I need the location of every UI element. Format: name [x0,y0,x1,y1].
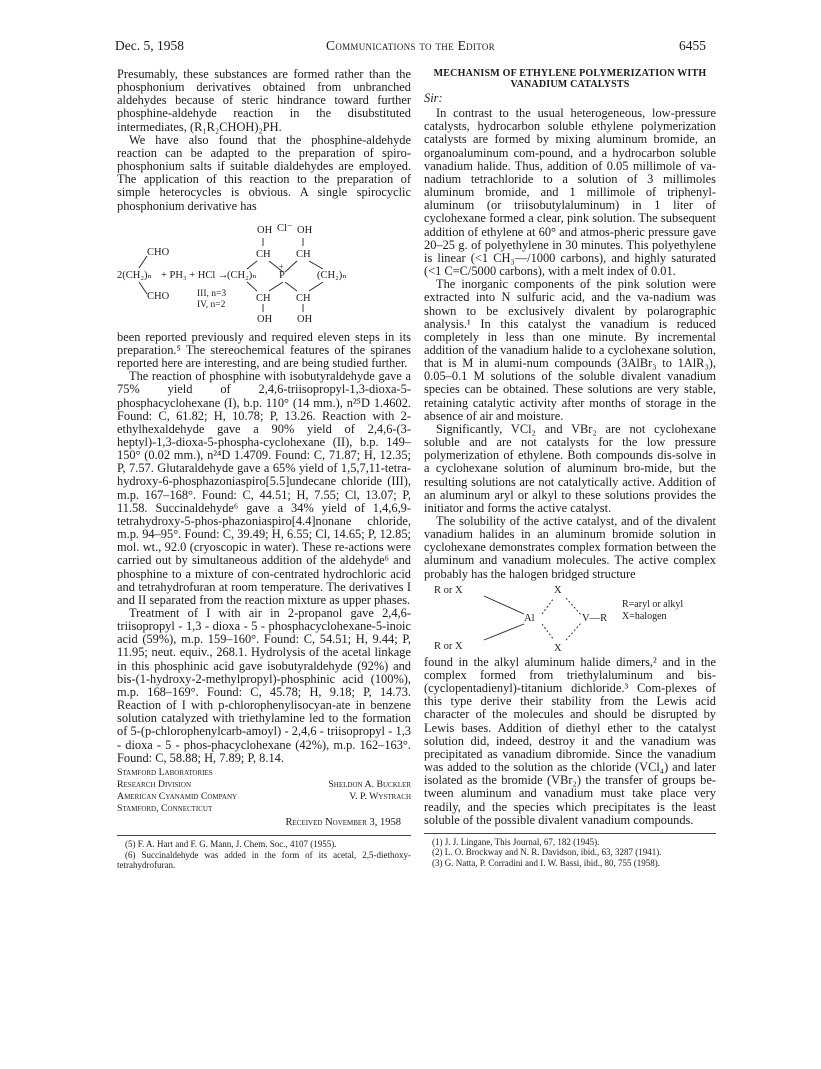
paragraph: We have also found that the phosphine-aldehyde reaction can be adapted to the preparation of spiro-phosphonium salts if suitable dialdehydes are employed. The application of this reaction to the preparation of simple heterocycles is obvious. A single spirocyclic phosphonium derivative has [117,132,411,213]
structure-substituent: R or X [434,584,463,596]
footnote: (2) L. O. Brockway and N. R. Davidson, ibid., 63, 3287 (1941). [432,847,662,858]
scheme-oh: OH [257,313,273,325]
structure-bridge-halogen: X [554,642,562,654]
scheme-reagents: + PH₃ + HCl → [161,269,229,281]
structure-bonds [424,584,716,654]
structure-substituent: R or X [434,640,463,652]
footnote: (5) F. A. Hart and F. G. Mann, J. Chem. Soc., 4107 (1955). [125,839,337,850]
scheme-label: III, n=3 [197,288,227,299]
footnote-rule [117,835,411,836]
scheme-ring-right: (CH₂)ₙ [317,269,347,281]
scheme-oh: OH [257,224,273,236]
footnote: (6) Succinaldehyde was added in the form of its acetal, 2,5-diethoxy-tetrahydrofuran. [117,849,411,871]
scheme-cho: CHO [147,246,170,258]
structure-vanadium: V—R [582,612,608,624]
paragraph: The solubility of the active catalyst, and of the divalent vanadium halides in an aluminum bromide solution in cyclohexane demonstrates complex formation between the aluminum and vanadium molecules. The active complex probably has the halogen bridged structure [424,514,716,581]
structure-bridge-halogen: X [554,584,562,596]
footnote-rule [424,833,716,834]
footnote: (1) J. J. Lingane, This Journal, 67, 182 (1945). [432,836,600,847]
scheme-ring-left: (CH₂)ₙ [227,269,257,281]
author-affiliation [117,767,411,815]
paragraph: found in the alkyl aluminum halide dimers,² and in the complex formed from triethylaluminum and bis-(cyclopentadienyl)-titanium dichloride.³ Com-plexes of this type derive their stability from the Lewis acid character of the molecules and should be disrupted by Lewis bases. Addition of diethyl ether to the catalyst solution did, indeed, destroy it and the vanadium was precipitated as vanadium dibromide. Since the vanadium was added to the solution as the chloride (VCl₄) and later isolated as the bromide (VBr₂) the transfer of groups be-tween aluminum and vanadium must take place very readily, and the species which precipitates is the least soluble of the possible divalent vanadium compounds. [424,654,716,827]
paragraph: Treatment of I with air in 2-propanol gave 2,4,6-triisopropyl - 1,3 - dioxa - 5 - phosphacyclohexane-5-inoic acid (59%), m.p. 159–160°. Found: C, 54.51; H, 9.44; P, 11.95; neut. equiv., 268.1. Hydrolysis of the acetal linkage in this phosphinic acid gave isobutyraldehyde (92%) and bis-(1-hydroxy-2-methylpropyl)-phosphinic acid (100%), m.p. 168–169°. Found: C, 45.78; H, 9.18; P, 14.73. Reaction of I with p-chlorophenylisocyan-ate in benzene solution catalyzed with triethylamine led to the formation of 5-(p-chlorophenylcarb-amoyl) - 2,4,6 - triisopropyl - 1,3 - dioxa - 5 - phos-phacyclohexane (42%), m.p. 162–163°. Found: C, 58.88; H, 7.89; P, 8.14. [117,606,411,765]
article-title: MECHANISM OF ETHYLENE POLYMERIZATION WITH VANADIUM CATALYSTS [433,68,707,90]
paragraph: Significantly, VCl₂ and VBr₂ are not cyclohexane soluble and are not catalysts for the low pressure polymerization of ethylene. Both compounds dis-solve in a cyclohexane solution of aluminum bro-mide, but the resulting solutions are not catalytically active. Addition of an aluminum aryl or alkyl to these solutions provides the initiator and forms the active catalyst. [424,421,716,515]
paragraph: In contrast to the usual heterogeneous, low-pressure catalysts, hydrocarbon soluble ethylene polymerization catalysts are formed by mixing aluminum bromide, an organoaluminum com-pound, and a hydrocarbon soluble vanadium halide. Thus, addition of 0.05 millimole of va-nadium tetrachloride to a solution of 3 millimoles aluminum bromide, and 1 millimole of triphenyl-aluminum (or triisobutylaluminum) in 1 liter of cyclohexane formed a clear, pink solution. The subsequent addition of ethylene at 60° and atmos-pheric pressure gave 20–25 g. of polyethylene in 30 minutes. This polyethylene is linear (<1 CH₃—/1000 carbons), and highly saturated (<1 C=C/5000 carbons), with a melt index of 0.01. [424,106,716,279]
paragraph: The inorganic components of the pink solution were extracted into N sulfuric acid, and the va-nadium was shown to be exclusively divalent by polarographic analysis.¹ In this catalyst the vanadium is reduced completely in less than one minute. By incremental addition of the vanadium halide to a cyclohexane solution, that is M in alumi-num compounds (3AlBr₃ to 1AlR₃), 0.05–0.1 M solutions of the soluble divalent vanadium species can be obtained. These solutions are very stable, retaining catalytic activity after months of storage in the absence of air and moisture. [424,277,716,423]
structure-legend: X=halogen [622,610,667,622]
scheme-chloride: Cl⁻ [277,222,293,234]
scheme-reactant: 2(CH₂)ₙ [117,269,153,281]
salutation: Sir: [424,91,443,105]
footnotes [424,837,716,869]
structure-aluminum: Al [524,612,535,624]
affiliation-division: Research Division [117,778,192,790]
scheme-ch: CH [296,292,311,304]
structure-legend: R=aryl or alkyl [622,598,684,610]
bridged-structure [424,584,716,654]
reaction-scheme [117,216,411,328]
page-header [115,38,706,56]
scheme-oh: OH [297,224,313,236]
left-column [117,68,411,871]
header-page-number: 6455 [679,38,706,53]
footnote: (3) G. Natta, P. Corradini and I. W. Bassi, ibid., 80, 755 (1958). [432,857,660,868]
scheme-ch: CH [256,248,271,260]
right-column [424,68,716,868]
scheme-oh: OH [297,313,313,325]
footnotes [117,839,411,871]
paragraph: Presumably, these substances are formed rather than the phosphonium derivatives obtained from unbranched aldehydes because of steric hindrance toward further phosphine-aldehyde reaction in the disubstituted intermediates, (R₁R₂CHOH)₂PH. [117,67,411,134]
scheme-ch: CH [296,248,311,260]
affiliation-company: American Cyanamid Company [117,790,238,802]
scheme-plus: + [279,261,284,271]
scheme-phosphorus: P [279,269,285,281]
author-name: Sheldon A. Buckler [328,778,411,790]
header-date: Dec. 5, 1958 [115,38,184,53]
scheme-cho: CHO [147,290,170,302]
paragraph: been reported previously and required eleven steps in its preparation.⁵ The stereochemical features of the spiranes reported here are interesting, and are being studied further. [117,329,411,371]
received-date: Received November 3, 1958 [285,816,401,828]
scheme-label: IV, n=2 [197,299,226,310]
author-name: V. P. Wystrach [349,790,411,802]
scheme-ch: CH [256,292,271,304]
header-journal: Communications to the Editor [326,38,495,53]
affiliation-lab: Stamford Laboratories [117,766,213,778]
affiliation-city: Stamford, Connecticut [117,802,213,814]
paragraph: The reaction of phosphine with isobutyraldehyde gave a 75% yield of 2,4,6-triisopropyl-1,3-dioxa-5-phosphacyclohexane (I), b.p. 110° (14 mm.), n²⁵D 1.4602. Found: C, 61.82; H, 10.78; P, 13.26. Reaction with 2-ethylhexaldehyde gave a 90% yield of 2,4,6-(3-heptyl)-1,3-dioxa-5-phospha-cyclohexane (II), b.p. 149–150° (0.02 mm.), n²⁴D 1.4709. Found: C, 71.87; H, 12.35; P, 7.57. Glutaraldehyde gave a 65% yield of 1,5,7,11-tetra-hydroxy-6-phosphazoniaspiro[5.5]undecane chloride (III), m.p. 167–168°. Found: C, 44.51; H, 7.55; Cl, 13.07; P, 11.58. Succinaldehyde⁶ gave a 34% yield of 1,4,6,9-tetrahydroxy-5-phos-phazoniaspiro[4.4]nonane chloride, m.p. 94–95°. Found: C, 39.49; H, 6.55; Cl, 14.65; P, 12.85; mol. wt., 92.0 (cryoscopic in water). These re-actions were carried out by simultaneous addition of the aldehyde⁶ and phosphine to a mixture of con-centrated hydrochloric acid and tetrahydrofuran at room temperature. The derivatives I and II separated from the reaction mixture as upper phases. [117,369,411,607]
